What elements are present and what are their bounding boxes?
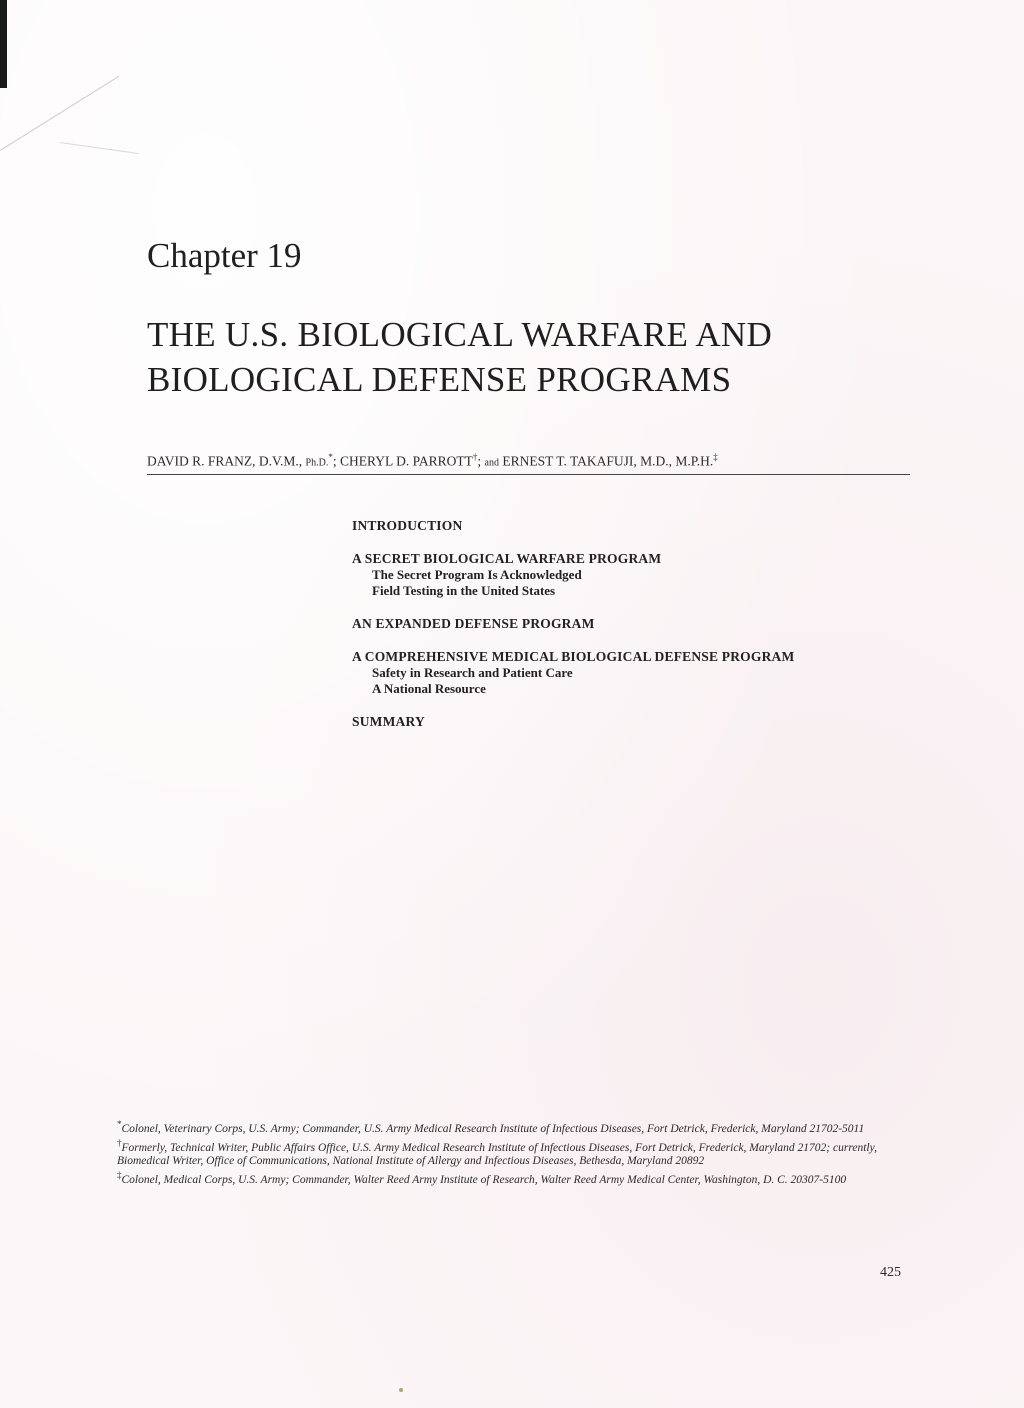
footnote: ‡Colonel, Medical Corps, U.S. Army; Commander, Walter Reed Army Institute of Research, Walter Reed Army Medical Center, Washington, D. C. 20307-5100 xyxy=(117,1169,847,1186)
chapter-title-line-2: BIOLOGICAL DEFENSE PROGRAMS xyxy=(147,360,732,399)
toc-subheading: The Secret Program Is Acknowledged xyxy=(372,567,582,582)
toc-heading: AN EXPANDED DEFENSE PROGRAM xyxy=(352,616,595,631)
toc-heading: SUMMARY xyxy=(352,714,425,729)
toc-subheading: A National Resource xyxy=(372,681,486,696)
chapter-title xyxy=(147,312,927,402)
toc-heading: A SECRET BIOLOGICAL WARFARE PROGRAM xyxy=(352,551,662,566)
toc-subheading: Safety in Research and Patient Care xyxy=(372,665,573,680)
paper-crease xyxy=(0,76,119,151)
author-and: and xyxy=(484,457,499,469)
author-1-name: DAVID R. FRANZ, D.V.M., xyxy=(147,453,306,469)
toc-heading: INTRODUCTION xyxy=(352,518,463,533)
author-rule xyxy=(147,474,910,475)
author-2-footnote-mark: † xyxy=(472,452,478,462)
page-number: 425 xyxy=(880,1265,901,1280)
paper-crease-2 xyxy=(60,142,139,154)
chapter-contents xyxy=(352,518,912,747)
author-2-name: ; CHERYL D. PARROTT xyxy=(332,453,473,469)
toc-subheading: Field Testing in the United States xyxy=(372,583,556,598)
chapter-title-line-1: THE U.S. BIOLOGICAL WARFARE AND xyxy=(147,315,773,354)
scan-edge-mark xyxy=(0,0,7,88)
toc-heading: A COMPREHENSIVE MEDICAL BIOLOGICAL DEFENSE PROGRAM xyxy=(352,649,795,664)
author-3-name: ERNEST T. TAKAFUJI, M.D., M.P.H. xyxy=(498,453,714,469)
toc-section xyxy=(352,649,912,697)
footnote: *Colonel, Veterinary Corps, U.S. Army; Commander, U.S. Army Medical Research Institute of Infectious Diseases, Fort Detrick, Frederick, Maryland 21702-5011 xyxy=(117,1119,865,1135)
toc-section xyxy=(352,551,912,599)
toc-section xyxy=(352,518,912,534)
chapter-label: Chapter 19 xyxy=(147,236,302,275)
author-1-degree: Ph.D. xyxy=(305,457,329,469)
author-line xyxy=(147,452,718,470)
paper-speck xyxy=(399,1388,403,1392)
author-separator: ; xyxy=(477,453,485,469)
author-1-footnote-mark: * xyxy=(328,452,333,462)
toc-section xyxy=(352,714,912,730)
author-3-footnote-mark: ‡ xyxy=(713,452,718,462)
footnote: †Formerly, Technical Writer, Public Affairs Office, U.S. Army Medical Research Institute of Infectious Diseases, Fort Detrick, Frederick, Maryland 21702; currently, Biomedical Writer, Office of Communications, National Institute of Allergy and Infectious Diseases, Bethesda, Maryland 20892 xyxy=(117,1137,877,1167)
author-footnotes xyxy=(117,1118,907,1187)
toc-section xyxy=(352,616,912,632)
